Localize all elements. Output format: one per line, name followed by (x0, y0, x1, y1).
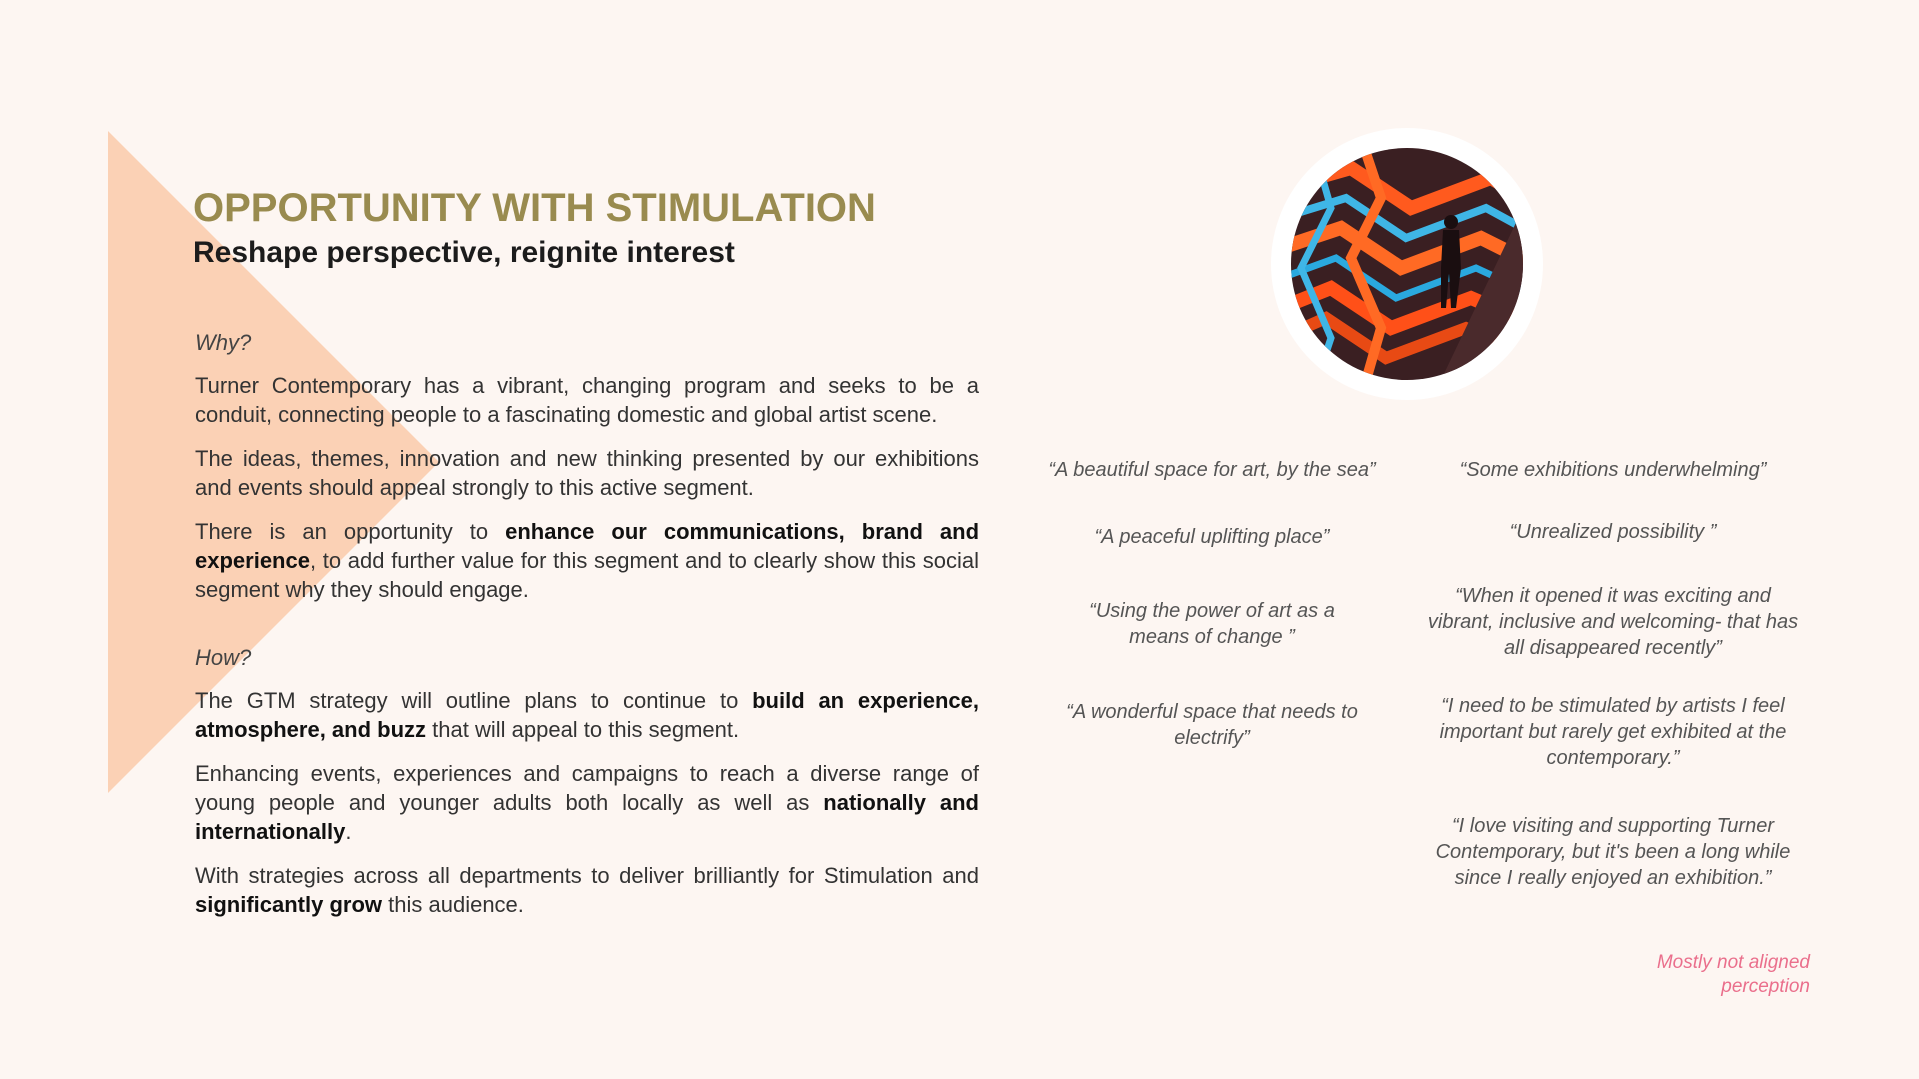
why-p3-text-a: There is an opportunity to (195, 519, 506, 544)
why-paragraph-1: Turner Contemporary has a vibrant, changing program and seeks to be a conduit, connecting people to a fascinating domestic and global artist scene. (195, 373, 979, 427)
how-p1-text-a: The GTM strategy will outline plans to continue to (195, 688, 753, 713)
how-paragraph-1 (195, 686, 979, 744)
page-title: OPPORTUNITY WITH STIMULATION (193, 186, 876, 230)
quote-right-3: “When it opened it was exciting and vibrant, inclusive and welcoming- that has all disappeared recently” (1427, 585, 1799, 659)
why-paragraph-3 (195, 517, 979, 604)
how-p2-emphasis: nationally and internationally (195, 790, 979, 844)
why-p3-emphasis: enhance our communications, brand and experience (195, 519, 980, 573)
how-p3-text-c: this audience. (382, 892, 524, 917)
body-text-column (195, 328, 979, 934)
page-subtitle: Reshape perspective, reignite interest (193, 236, 735, 269)
how-paragraph-3 (195, 861, 979, 919)
quote-left-1: “A beautiful space for art, by the sea” (1048, 459, 1376, 481)
how-p2-text-c: . (345, 819, 352, 844)
perception-note: Mostly not aligned perception (1656, 952, 1810, 997)
why-heading: Why? (195, 330, 252, 355)
why-p3-text-c: , to add further value for this segment and to clearly show this social segment why they should engage. (195, 548, 979, 602)
quote-right-2: “Unrealized possibility ” (1509, 521, 1717, 543)
how-heading: How? (195, 645, 252, 670)
how-paragraph-2 (195, 759, 979, 846)
quote-left-3: “Using the power of art as a means of change ” (1089, 600, 1335, 648)
how-p3-text-a: With strategies across all departments to deliver brilliantly for Stimulation and (195, 863, 979, 888)
how-p1-text-c: that will appeal to this segment. (426, 717, 740, 742)
why-paragraph-2: The ideas, themes, innovation and new thinking presented by our exhibitions and events should appeal strongly to this active segment. (195, 446, 979, 500)
how-p2-text-a: Enhancing events, experiences and campaigns to reach a diverse range of young people and younger adults both locally as well as (195, 761, 979, 815)
exhibition-photo (1291, 148, 1523, 380)
quote-right-1: “Some exhibitions underwhelming” (1459, 459, 1767, 481)
quote-left-2: “A peaceful uplifting place” (1094, 526, 1330, 548)
quote-right-4: “I need to be stimulated by artists I feel important but rarely get exhibited at the contemporary.” (1439, 695, 1787, 769)
how-p3-emphasis: significantly grow (195, 892, 383, 917)
quote-left-4: “A wonderful space that needs to electrify” (1066, 701, 1358, 749)
quote-right-5: “I love visiting and supporting Turner Contemporary, but it's been a long while since I really enjoyed an exhibition.” (1435, 815, 1791, 889)
how-p1-emphasis: build an experience, atmosphere, and buzz (195, 688, 980, 742)
exhibition-photo-frame (1271, 128, 1543, 400)
